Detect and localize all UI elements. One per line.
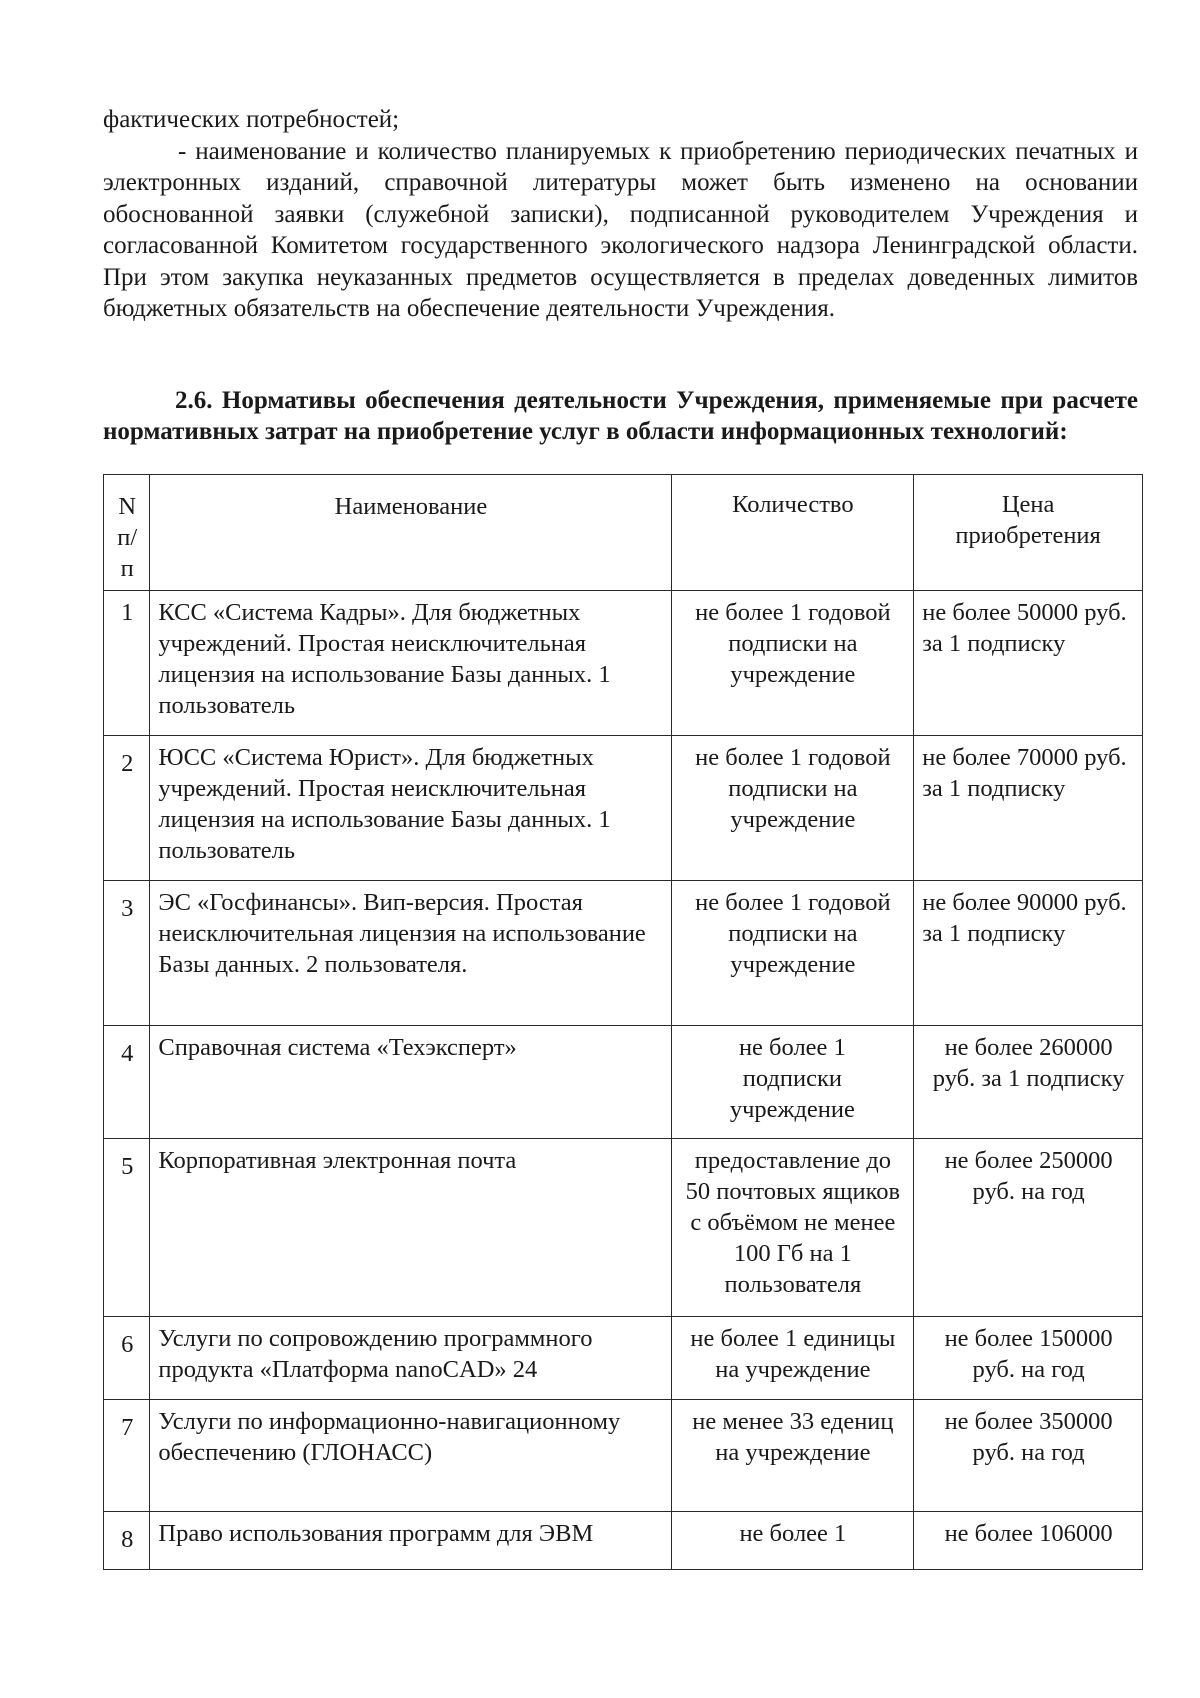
row-quantity: не более 1 [671, 1512, 914, 1570]
row-number: 7 [104, 1400, 150, 1512]
section-title: 2.6. Нормативы обеспечения деятельности Учреждения, применяемые при расчете нормативных затрат на приобретение услуг в области информационных технологий: [103, 387, 1138, 445]
row-price: не более 260000 руб. за 1 подписку [914, 1026, 1143, 1139]
row-quantity: предоставление до 50 почтовых ящиков с объёмом не менее 100 Гб на 1 пользователя [671, 1139, 914, 1317]
row-quantity: не более 1 единицы на учреждение [671, 1317, 914, 1400]
paragraph: - наименование и количество планируемых к приобретению периодических печатных и электронных изданий, справочной литературы может быть изменено на основании обоснованной заявки (служебной записки), подписанной руководителем Учреждения и согласованной Комитетом государственного экологического надзора Ленинградской области. При этом закупка неуказанных предметов осуществляется в пределах доведенных лимитов бюджетных обязательств на обеспечение деятельности Учреждения. [103, 137, 1138, 322]
row-name: Услуги по сопровождению программного продукта «Платформа nanoCAD» 24 [150, 1317, 671, 1400]
header-name: Наименование [150, 475, 671, 591]
row-quantity: не более 1 годовой подписки на учреждение [671, 591, 914, 736]
row-quantity: не менее 33 едениц на учреждение [671, 1400, 914, 1512]
row-price: не более 70000 руб. за 1 подписку [914, 736, 1143, 881]
table-row [104, 1400, 1143, 1512]
header-qty: Количество [671, 475, 914, 591]
header-num: N п/п [104, 475, 150, 591]
row-price: не более 250000 руб. на год [914, 1139, 1143, 1317]
row-name: Услуги по информационно-навигационному обеспечению (ГЛОНАСС) [150, 1400, 671, 1512]
table-row [104, 1317, 1143, 1400]
row-price: не более 50000 руб. за 1 подписку [914, 591, 1143, 736]
table-header-row [104, 475, 1143, 591]
row-price: не более 106000 [914, 1512, 1143, 1570]
row-number: 1 [104, 591, 150, 736]
table-row [104, 736, 1143, 881]
body-text [103, 104, 1138, 325]
header-price: Цена приобретения [914, 475, 1143, 591]
norms-table [103, 474, 1143, 1570]
row-quantity: не более 1 годовой подписки на учреждение [671, 881, 914, 1026]
row-number: 8 [104, 1512, 150, 1570]
row-price: не более 150000 руб. на год [914, 1317, 1143, 1400]
table-row [104, 1512, 1143, 1570]
row-name: Справочная система «Техэксперт» [150, 1026, 671, 1139]
row-price: не более 350000 руб. на год [914, 1400, 1143, 1512]
table-row [104, 591, 1143, 736]
paragraph: фактических потребностей; [103, 106, 400, 133]
row-number: 5 [104, 1139, 150, 1317]
row-name: КСС «Система Кадры». Для бюджетных учреждений. Простая неисключительная лицензия на использование Базы данных. 1 пользователь [150, 591, 671, 736]
row-number: 6 [104, 1317, 150, 1400]
row-number: 3 [104, 881, 150, 1026]
table-row [104, 1139, 1143, 1317]
row-quantity: не более 1 подписки учреждение [671, 1026, 914, 1139]
row-name: Право использования программ для ЭВМ [150, 1512, 671, 1570]
table-row [104, 1026, 1143, 1139]
row-name: ЭС «Госфинансы». Вип-версия. Простая неисключительная лицензия на использование Базы данных. 2 пользователя. [150, 881, 671, 1026]
row-number: 4 [104, 1026, 150, 1139]
row-name: Корпоративная электронная почта [150, 1139, 671, 1317]
row-number: 2 [104, 736, 150, 881]
row-quantity: не более 1 годовой подписки на учреждение [671, 736, 914, 881]
table-row [104, 881, 1143, 1026]
row-price: не более 90000 руб. за 1 подписку [914, 881, 1143, 1026]
row-name: ЮСС «Система Юрист». Для бюджетных учреждений. Простая неисключительная лицензия на использование Базы данных. 1 пользователь [150, 736, 671, 881]
